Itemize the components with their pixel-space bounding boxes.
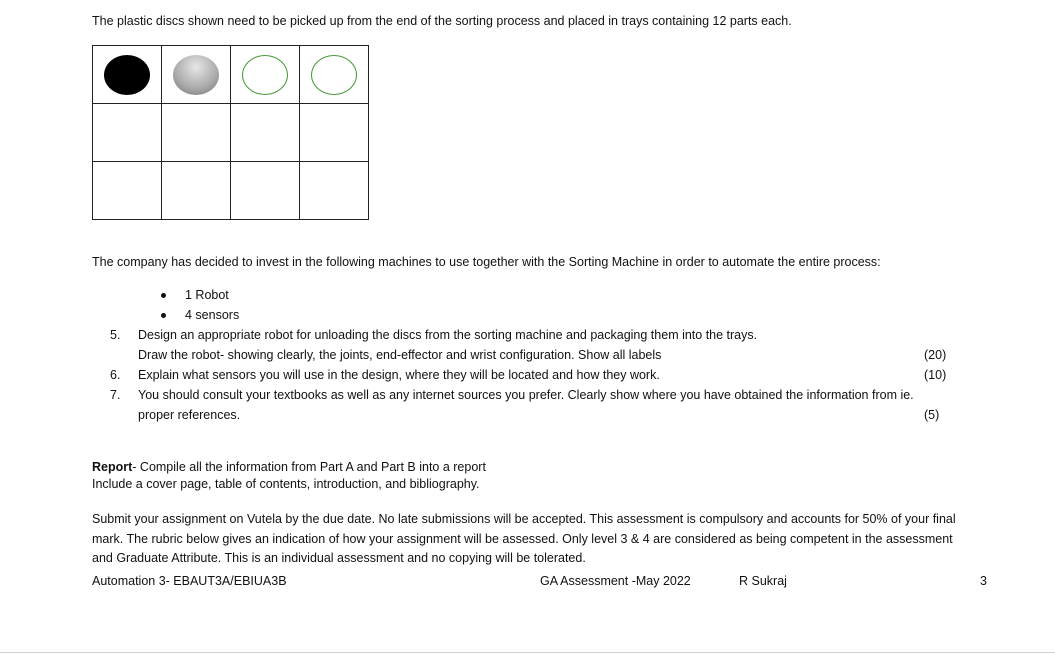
intro-text: The plastic discs shown need to be picked up from the end of the sorting process and placed in trays containing 12 parts each. — [92, 14, 792, 28]
question-number: 7. — [110, 388, 121, 402]
green-outline-disc-icon — [242, 55, 288, 95]
tray-grid — [92, 45, 369, 220]
question-text: Explain what sensors you will use in the design, where they will be located and how they work. — [138, 368, 660, 382]
report-label: Report — [92, 460, 133, 474]
footer-page-number: 3 — [980, 574, 987, 588]
submit-text: mark. The rubric below gives an indication of how your assignment will be assessed. Only level 3 & 4 are considered as being competent in the assessment — [92, 532, 953, 546]
question-text: Design an appropriate robot for unloading the discs from the sorting machine and packaging them into the trays. — [138, 328, 758, 342]
footer-assessment: GA Assessment -May 2022 — [540, 574, 691, 588]
report-include-text: Include a cover page, table of contents, introduction, and bibliography. — [92, 477, 480, 491]
question-text: You should consult your textbooks as well as any internet sources you prefer. Clearly show where you have obtained the information from ie. — [138, 388, 914, 402]
question-marks: (20) — [924, 348, 947, 362]
bullet-item: 1 Robot — [185, 288, 229, 302]
tray-cell — [300, 104, 369, 162]
question-text: proper references. — [138, 408, 241, 422]
green-outline-disc-icon — [311, 55, 357, 95]
question-number: 6. — [110, 368, 121, 382]
grey-disc-icon — [173, 55, 219, 95]
page-divider — [0, 652, 1055, 653]
tray-row — [93, 46, 369, 104]
submit-text: Submit your assignment on Vutela by the due date. No late submissions will be accepted. This assessment is compulsory and accounts for 50% of your final — [92, 512, 956, 526]
question-number: 5. — [110, 328, 121, 342]
report-text: - Compile all the information from Part A and Part B into a report — [132, 460, 486, 474]
question-marks: (5) — [924, 408, 940, 422]
tray-cell — [300, 46, 369, 104]
bullet-icon — [161, 293, 166, 298]
tray-cell — [162, 104, 231, 162]
tray-cell — [300, 162, 369, 220]
footer-author: R Sukraj — [739, 574, 787, 588]
bullet-item: 4 sensors — [185, 308, 240, 322]
company-text: The company has decided to invest in the following machines to use together with the Sorting Machine in order to automate the entire process: — [92, 255, 881, 269]
tray-row — [93, 162, 369, 220]
tray-cell — [231, 162, 300, 220]
question-marks: (10) — [924, 368, 947, 382]
submit-text: and Graduate Attribute. This is an individual assessment and no copying will be tolerated. — [92, 551, 586, 565]
footer-course: Automation 3- EBAUT3A/EBIUA3B — [92, 574, 287, 588]
tray-cell — [162, 46, 231, 104]
tray-cell — [93, 162, 162, 220]
tray-row — [93, 104, 369, 162]
report-line — [92, 460, 486, 474]
bullet-icon — [161, 313, 166, 318]
tray-cell — [93, 46, 162, 104]
tray-cell — [231, 46, 300, 104]
black-disc-icon — [104, 55, 150, 95]
tray-cell — [93, 104, 162, 162]
tray-cell — [162, 162, 231, 220]
question-text: Draw the robot- showing clearly, the joints, end-effector and wrist configuration. Show all labels — [138, 348, 662, 362]
tray-cell — [231, 104, 300, 162]
